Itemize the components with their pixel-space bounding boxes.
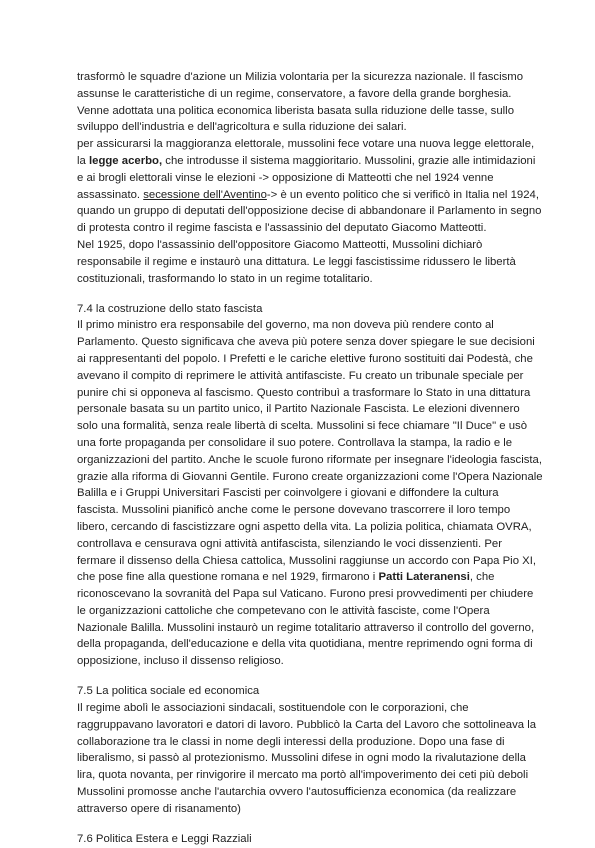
text-line: punire chi si opponeva al fascismo. Questo contribuì a trasformare lo Stato in una dittatura — [77, 386, 531, 399]
text-run: -> è un evento politico che si verificò in Italia nel 1924, — [266, 188, 539, 201]
text-line: fermare il dissenso della Chiesa cattolica, Mussolini raggiunse un accordo con Papa Pio XI, — [77, 554, 537, 567]
text-line: assunse le caratteristiche di un regime, conservatore, a favore della grande borghesia. — [77, 87, 512, 100]
text-line: responsabile il regime e instaurò una dittatura. Le leggi fascistissime ridussero le libertà — [77, 255, 516, 268]
section-heading: 7.5 La politica sociale ed economica — [77, 685, 260, 698]
intro-paragraph — [77, 69, 547, 287]
section-7-4 — [77, 301, 547, 671]
text-line: Mussolini promosse anche l'autarchia ovvero l'autosufficienza economica (da realizzare — [77, 786, 517, 799]
text-run: che pose fine alla questione romana e nel 1929, firmarono i — [77, 571, 379, 584]
text-line: trasformò le squadre d'azione un Milizia volontaria per la sicurezza nazionale. Il fascismo — [77, 71, 524, 83]
text-run: , che — [469, 571, 495, 584]
text-line — [77, 187, 547, 204]
text-line: attraverso opere di risanamento) — [77, 802, 241, 815]
text-line: libero, cercando di fascistizzare ogni aspetto della vita. La polizia politica, chiamata OVRA, — [77, 520, 532, 533]
text-line: lira, quota novanta, per rinvigorire il mercato ma portò all'impoverimento dei ceti più deboli — [77, 769, 529, 782]
text-line — [77, 153, 547, 170]
text-line: Nel 1925, dopo l'assassinio dell'oppositore Giacomo Matteotti, Mussolini dichiarò — [77, 238, 483, 251]
text-line: quando un gruppo di deputati dell'opposizione decise di abbandonare il Parlamento in segno — [77, 205, 542, 218]
document-body — [77, 69, 547, 848]
text-line: di protesta contro il regime fascista e l'assassinio del deputato Giacomo Matteotti. — [77, 222, 487, 235]
text-line: sviluppo dell'industria e dell'agricoltura e sulla riduzione dei salari. — [77, 121, 407, 134]
paragraph-gap — [77, 818, 547, 831]
text-line: Balilla e i Gruppi Universitari Fascisti per coinvolgere i giovani e diffondere la cultura — [77, 487, 499, 500]
text-line: Il primo ministro era responsabile del governo, ma non doveva più rendere conto al — [77, 319, 494, 332]
text-line: raggruppavano lavoratori e datori di lavoro. Pubblicò la Carta del Lavoro che sottolineava la — [77, 718, 537, 731]
text-line: avevano il compito di reprimere le attività antifasciste. Fu creato un tribunale speciale per — [77, 369, 524, 382]
secessione-aventino-underlined: secessione dell'Aventino — [143, 188, 267, 201]
text-line: opposizione, incluso il dissenso religioso. — [77, 655, 284, 668]
text-run: che introdusse il sistema maggioritario. Mussolini, grazie alle intimidazioni — [162, 154, 536, 167]
text-run: assassinato. — [77, 188, 144, 201]
text-line: della propaganda, dell'educazione e della vita quotidiana, mentre reprimendo ogni forma di — [77, 638, 533, 651]
text-run: la — [77, 154, 89, 167]
legge-acerbo-bold: legge acerbo, — [88, 154, 163, 167]
text-line: e ai brogli elettorali vinse le elezioni -> opposizione di Matteotti che nel 1924 venne — [77, 171, 494, 184]
text-line: solo una formalità, senza reale libertà di scelta. Mussolini si fece chiamare "Il Duce" e usò — [77, 420, 528, 433]
text-line: personale basata su un partito unico, il Partito Nazionale Fascista. Le elezioni divennero — [77, 403, 520, 416]
text-line: riconoscevano la sovranità del Papa sul Vaticano. Furono presi provvedimenti per chiudere — [77, 588, 534, 601]
text-line: ai rappresentanti del popolo. I Prefetti e le cariche elettive furono sostituiti dai Podestà, che — [77, 352, 533, 365]
text-line: per assicurarsi la maggioranza elettorale, mussolini fece votare una nuova legge elettorale, — [77, 138, 535, 151]
text-line: Venne adottata una politica economica liberista basata sulla riduzione delle tasse, sullo — [77, 104, 515, 117]
text-line: fascista. Mussolini pianificò anche come le persone dovevano trascorrere il loro tempo — [77, 504, 511, 517]
text-line: grazie alla riforma di Giovanni Gentile. Furono create organizzazioni come l'Opera Nazionale — [77, 470, 543, 483]
text-line — [77, 569, 547, 586]
section-heading: 7.6 Politica Estera e Leggi Razziali — [77, 832, 252, 845]
paragraph-gap — [77, 670, 547, 683]
section-7-5 — [77, 683, 547, 817]
text-line: una forte propaganda per consolidare il suo potere. Controllava la stampa, la radio e le — [77, 436, 513, 449]
text-line: Nazionale Balilla. Mussolini instaurò un regime totalitario attraverso il controllo del governo, — [77, 621, 535, 634]
section-7-6 — [77, 831, 547, 848]
paragraph-gap — [77, 287, 547, 300]
patti-lateranensi-bold: Patti Lateranensi — [378, 571, 470, 584]
text-line: Parlamento. Questo significava che aveva più potere senza dover spiegare le sue decisioni — [77, 336, 535, 349]
text-line: collaborazione tra le classi in nome degli interessi della produzione. Dopo una fase di — [77, 735, 505, 748]
text-line: costituzionali, trasformando lo stato in un regime totalitario. — [77, 272, 373, 285]
text-line: controllava e censurava ogni attività antifascista, silenziando le voci dissenzienti. Per — [77, 537, 502, 550]
text-line: le organizzazioni cattoliche che competevano con le attività fasciste, come l'Opera — [77, 604, 490, 617]
text-line: Il regime abolì le associazioni sindacali, sostituendole con le corporazioni, che — [77, 702, 469, 715]
text-line: organizzazioni del partito. Anche le scuole furono riformate per insegnare l'ideologia fascista, — [77, 453, 543, 466]
section-heading: 7.4 la costruzione dello stato fascista — [77, 302, 263, 315]
text-line: liberalismo, si passò al protezionismo. Mussolini difese in ogni modo la rivalutazione della — [77, 752, 526, 765]
